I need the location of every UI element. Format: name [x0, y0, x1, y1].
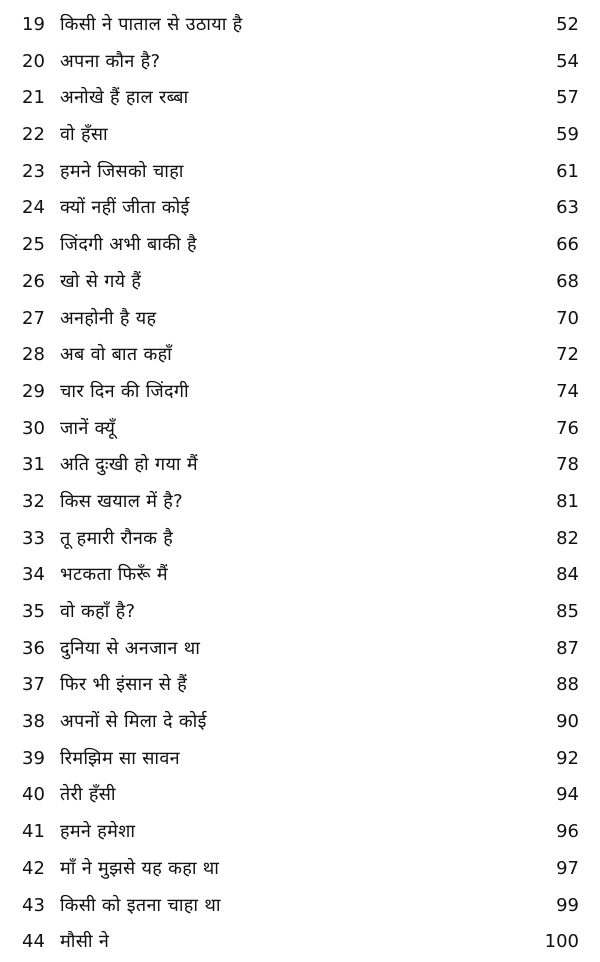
entry-number: 31 — [22, 454, 45, 476]
entry-number: 39 — [22, 747, 45, 769]
entry-page: 81 — [556, 490, 579, 512]
entry-page: 76 — [556, 417, 579, 439]
entry-page: 87 — [556, 637, 579, 659]
toc-entry — [0, 117, 600, 154]
entry-number: 40 — [22, 784, 45, 806]
entry-page: 96 — [556, 821, 579, 843]
entry-title: क्यों नहीं जीता कोई — [60, 197, 190, 219]
entry-number: 42 — [22, 857, 45, 879]
toc-entry — [0, 888, 600, 925]
entry-title: मौसी ने — [60, 931, 110, 953]
entry-title: चार दिन की जिंदगी — [60, 380, 189, 402]
entry-number: 20 — [22, 50, 45, 72]
entry-title: फिर भी इंसान से हैं — [60, 674, 188, 696]
entry-page: 92 — [556, 747, 579, 769]
entry-page: 90 — [556, 711, 579, 733]
toc-entry — [0, 741, 600, 778]
entry-title: हमने जिसको चाहा — [60, 160, 184, 182]
toc-entry — [0, 667, 600, 704]
toc-entry — [0, 631, 600, 668]
entry-number: 26 — [22, 270, 45, 292]
entry-page: 72 — [556, 344, 579, 366]
entry-page: 57 — [556, 87, 579, 109]
entry-page: 54 — [556, 50, 579, 72]
entry-number: 25 — [22, 234, 45, 256]
entry-number: 33 — [22, 527, 45, 549]
entry-number: 30 — [22, 417, 45, 439]
toc-entry — [0, 411, 600, 448]
toc-entry — [0, 521, 600, 558]
toc-entry — [0, 557, 600, 594]
entry-number: 38 — [22, 711, 45, 733]
toc-entry — [0, 484, 600, 521]
entry-page: 100 — [544, 931, 579, 953]
entry-title: अनहोनी है यह — [60, 307, 157, 329]
toc-entry — [0, 264, 600, 301]
toc-entry — [0, 594, 600, 631]
entry-number: 19 — [22, 14, 45, 35]
entry-page: 66 — [556, 234, 579, 256]
entry-page: 82 — [556, 527, 579, 549]
toc-entry — [0, 924, 600, 961]
entry-page: 68 — [556, 270, 579, 292]
entry-title: किसी ने पाताल से उठाया है — [60, 14, 243, 35]
table-of-contents — [0, 7, 600, 961]
toc-entry — [0, 227, 600, 264]
toc-entry — [0, 704, 600, 741]
entry-page: 88 — [556, 674, 579, 696]
entry-title: किस खयाल में है? — [60, 490, 184, 512]
entry-number: 43 — [22, 894, 45, 916]
toc-entry — [0, 447, 600, 484]
entry-number: 32 — [22, 490, 45, 512]
toc-entry — [0, 374, 600, 411]
entry-page: 85 — [556, 601, 579, 622]
entry-number: 24 — [22, 197, 45, 219]
entry-title: अब वो बात कहाँ — [60, 344, 173, 366]
entry-page: 61 — [556, 160, 579, 182]
entry-title: भटकता फिरूँ मैं — [60, 564, 168, 586]
entry-number: 23 — [22, 160, 45, 182]
entry-page: 52 — [556, 14, 579, 35]
entry-number: 22 — [22, 124, 45, 146]
toc-entry — [0, 154, 600, 191]
toc-entry — [0, 7, 600, 44]
entry-page: 59 — [556, 124, 579, 146]
entry-page: 94 — [556, 784, 579, 806]
entry-page: 97 — [556, 857, 579, 879]
entry-title: माँ ने मुझसे यह कहा था — [60, 857, 220, 879]
entry-title: किसी को इतना चाहा था — [60, 894, 221, 916]
entry-number: 29 — [22, 380, 45, 402]
entry-page: 74 — [556, 380, 579, 402]
entry-title: तू हमारी रौनक है — [60, 527, 174, 549]
toc-entry — [0, 190, 600, 227]
entry-page: 78 — [556, 454, 579, 476]
entry-title: अति दुःखी हो गया मैं — [60, 454, 198, 476]
entry-title: अपना कौन है? — [60, 50, 161, 72]
entry-title: जानें क्यूँ — [60, 417, 116, 439]
toc-entry — [0, 301, 600, 338]
toc-entry — [0, 80, 600, 117]
entry-title: दुनिया से अनजान था — [60, 637, 201, 659]
entry-number: 21 — [22, 87, 45, 109]
entry-title: खो से गये हैं — [60, 270, 142, 292]
entry-page: 70 — [556, 307, 579, 329]
entry-title: रिमझिम सा सावन — [60, 747, 180, 769]
entry-number: 27 — [22, 307, 45, 329]
entry-number: 36 — [22, 637, 45, 659]
toc-entry — [0, 44, 600, 81]
entry-title: अपनों से मिला दे कोई — [60, 711, 207, 733]
entry-number: 44 — [22, 931, 45, 953]
entry-number: 41 — [22, 821, 45, 843]
toc-entry — [0, 851, 600, 888]
entry-page: 63 — [556, 197, 579, 219]
entry-number: 37 — [22, 674, 45, 696]
entry-number: 35 — [22, 601, 45, 622]
entry-title: वो हँसा — [60, 124, 108, 146]
toc-entry — [0, 814, 600, 851]
toc-entry — [0, 337, 600, 374]
entry-page: 99 — [556, 894, 579, 916]
entry-page: 84 — [556, 564, 579, 586]
entry-title: हमने हमेशा — [60, 821, 136, 843]
entry-title: जिंदगी अभी बाकी है — [60, 234, 197, 256]
entry-number: 28 — [22, 344, 45, 366]
entry-title: वो कहाँ है? — [60, 601, 136, 622]
toc-entry — [0, 777, 600, 814]
entry-title: अनोखे हैं हाल रब्बा — [60, 87, 189, 109]
entry-title: तेरी हँसी — [60, 784, 116, 806]
entry-number: 34 — [22, 564, 45, 586]
